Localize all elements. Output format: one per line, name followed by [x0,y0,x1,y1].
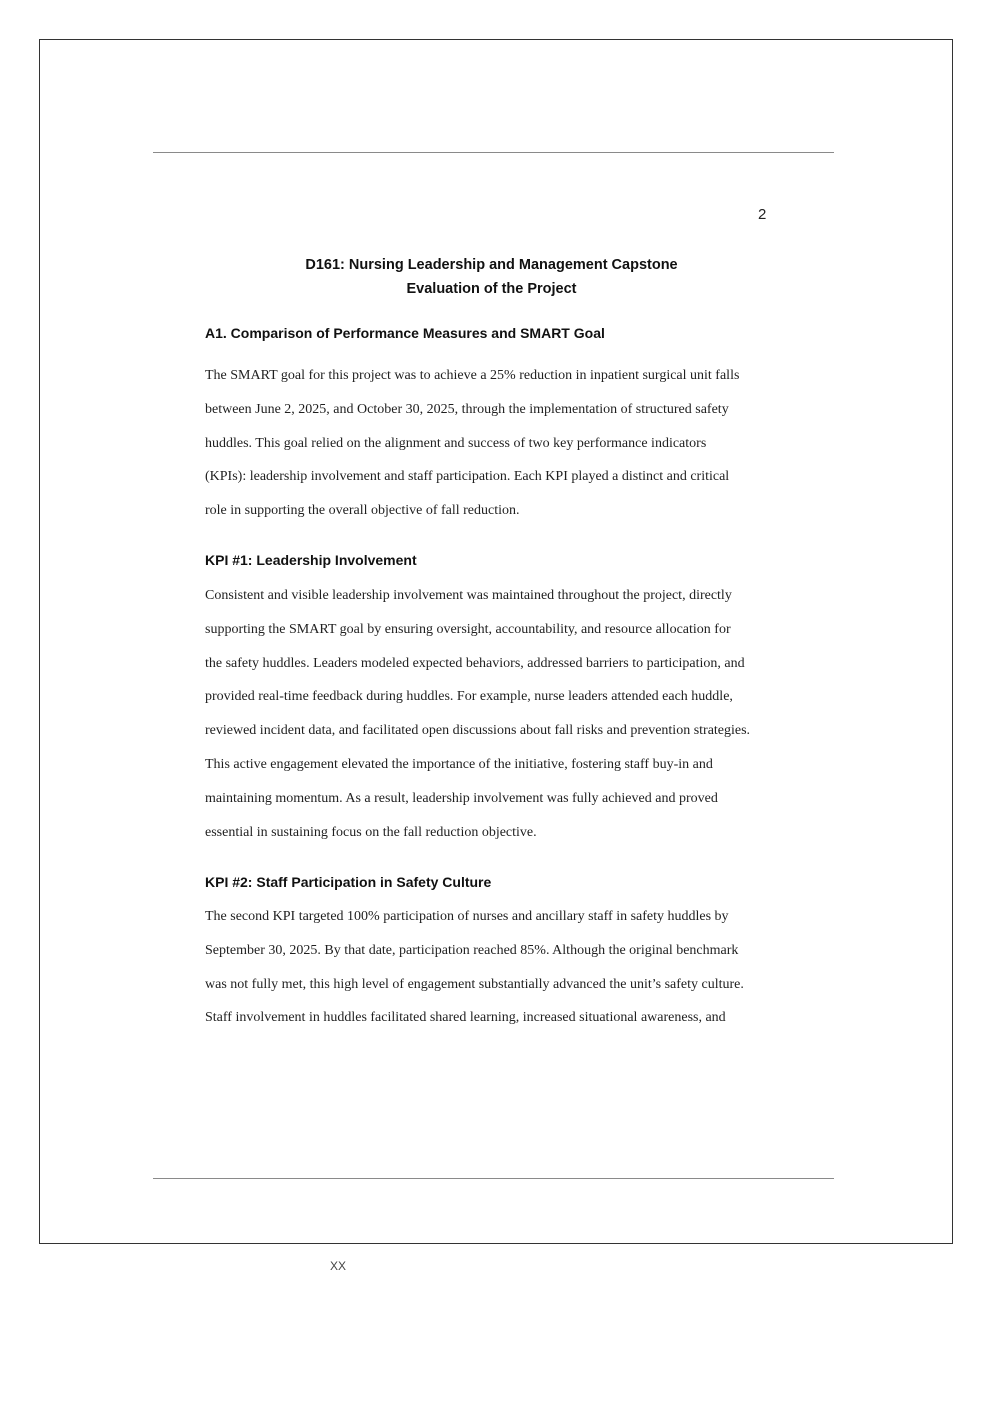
paragraph-line: supporting the SMART goal by ensuring oversight, accountability, and resource allocation for [205,621,731,637]
paragraph-line: The SMART goal for this project was to achieve a 25% reduction in inpatient surgical unit falls [205,368,740,383]
paragraph-kpi1 [205,579,785,849]
title-line-2: Evaluation of the Project [406,281,577,297]
paragraph-kpi2 [205,900,785,1035]
paragraph-line: was not fully met, this high level of engagement substantially advanced the unit’s safety culture. [205,976,744,992]
section-heading-kpi1: KPI #1: Leadership Involvement [205,552,417,568]
paragraph-line: maintaining momentum. As a result, leadership involvement was fully achieved and proved [205,790,718,806]
paragraph-line: the safety huddles. Leaders modeled expected behaviors, addressed barriers to participation, and [205,655,745,671]
footer-note: XX [330,1259,347,1273]
paragraph-line: huddles. This goal relied on the alignment and success of two key performance indicators [205,435,707,451]
paragraph-line: reviewed incident data, and facilitated open discussions about fall risks and prevention strategies. [205,723,751,739]
paragraph-line: role in supporting the overall objective of fall reduction. [205,503,520,519]
paragraph-line: The second KPI targeted 100% participation of nurses and ancillary staff in safety huddles by [205,909,729,924]
section-heading-a1: A1. Comparison of Performance Measures and SMART Goal [205,325,605,341]
title-line-1: D161: Nursing Leadership and Management Capstone [305,257,678,273]
paragraph-a1 [205,359,785,528]
document-title [205,253,778,301]
paragraph-line: This active engagement elevated the importance of the initiative, fostering staff buy-in and [205,756,713,772]
paragraph-line: between June 2, 2025, and October 30, 2025, through the implementation of structured safety [205,401,729,417]
paragraph-line: essential in sustaining focus on the fall reduction objective. [205,824,537,840]
section-heading-kpi2: KPI #2: Staff Participation in Safety Culture [205,874,492,890]
page-number: 2 [758,206,767,223]
paragraph-line: September 30, 2025. By that date, participation reached 85%. Although the original benchmark [205,942,739,958]
footer-rule [153,1178,834,1179]
header-rule [153,152,834,153]
paragraph-line: provided real-time feedback during huddles. For example, nurse leaders attended each huddle, [205,689,733,705]
paragraph-line: Staff involvement in huddles facilitated shared learning, increased situational awareness, and [205,1010,726,1026]
paragraph-line: Consistent and visible leadership involvement was maintained throughout the project, directly [205,588,732,603]
paragraph-line: (KPIs): leadership involvement and staff participation. Each KPI played a distinct and critical [205,469,730,485]
